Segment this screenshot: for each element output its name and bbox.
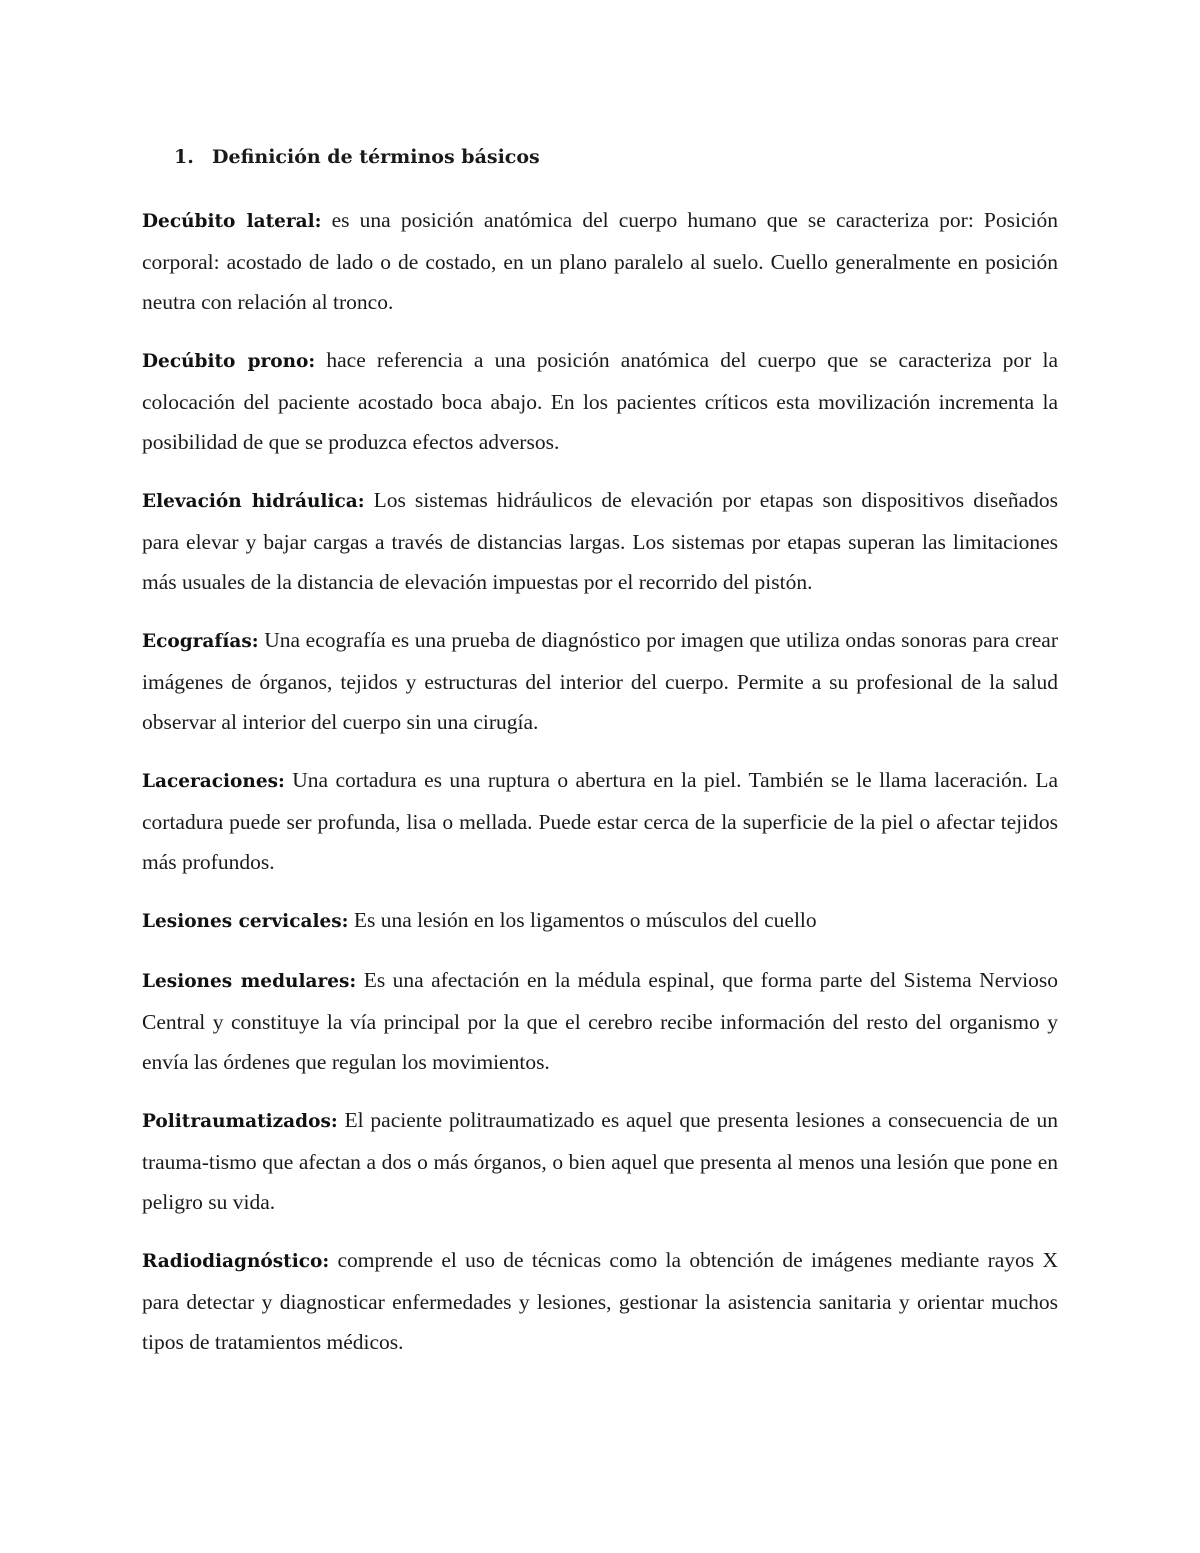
term-label: Decúbito prono: [142,351,316,372]
term-label: Lesiones cervicales: [142,911,349,932]
definition-entry [142,760,1058,882]
term-label: Radiodiagnóstico: [142,1251,330,1272]
term-definition: Los sistemas hidráulicos de elevación por etapas son dispositivos diseñados para elevar y bajar cargas a través de distancias largas. Los sistemas por etapas superan las limitaciones más usuales de la distancia de elevación impuestas por el recorrido del pistón. [142,488,1058,594]
section-heading [142,140,1058,174]
definition-entry [142,960,1058,1082]
term-definition: Una cortadura es una ruptura o abertura en la piel. También se le llama laceración. La cortadura puede ser profunda, lisa o mellada. Puede estar cerca de la superficie de la piel o afectar tejidos más profundos. [142,768,1059,874]
term-definition: comprende el uso de técnicas como la obtención de imágenes mediante rayos X para detectar y diagnosticar enfermedades y lesiones, gestionar la asistencia sanitaria y orientar muchos tipos de tratamientos médicos. [142,1248,1058,1354]
term-definition: Es una lesión en los ligamentos o músculos del cuello [353,908,817,932]
term-label: Decúbito lateral: [142,211,322,232]
term-definition: Es una afectación en la médula espinal, que forma parte del Sistema Nervioso Central y constituye la vía principal por la que el cerebro recibe información del resto del organismo y envía las órdenes que regulan los movimientos. [142,968,1058,1074]
term-label: Politraumatizados: [142,1111,338,1132]
section-title: Definición de términos básicos [212,146,540,168]
term-label: Elevación hidráulica: [142,491,365,512]
definition-entry [142,340,1058,462]
definition-entry [142,480,1058,602]
term-label: Laceraciones: [142,771,285,792]
section-number: 1. [174,146,194,168]
document-body [142,140,1058,1380]
definition-entry [142,900,1058,942]
term-label: Ecografías: [142,631,259,652]
term-definition: El paciente politraumatizado es aquel que presenta lesiones a consecuencia de un trauma-tismo que afectan a dos o más órganos, o bien aquel que presenta al menos una lesión que pone en peligro su vida. [142,1108,1059,1214]
definition-entry [142,1100,1058,1222]
term-definition: hace referencia a una posición anatómica del cuerpo que se caracteriza por la colocación del paciente acostado boca abajo. En los pacientes críticos esta movilización incrementa la posibilidad de que se produzca efectos adversos. [142,348,1058,454]
term-definition: es una posición anatómica del cuerpo humano que se caracteriza por: Posición corporal: acostado de lado o de costado, en un plano paralelo al suelo. Cuello generalmente en posición neutra con relación al tronco. [142,208,1058,314]
term-label: Lesiones medulares: [142,971,357,992]
definition-entry [142,200,1058,322]
definition-entry [142,620,1058,742]
definition-entry [142,1240,1058,1362]
term-definition: Una ecografía es una prueba de diagnóstico por imagen que utiliza ondas sonoras para crear imágenes de órganos, tejidos y estructuras del interior del cuerpo. Permite a su profesional de la salud observar al interior del cuerpo sin una cirugía. [142,628,1059,734]
